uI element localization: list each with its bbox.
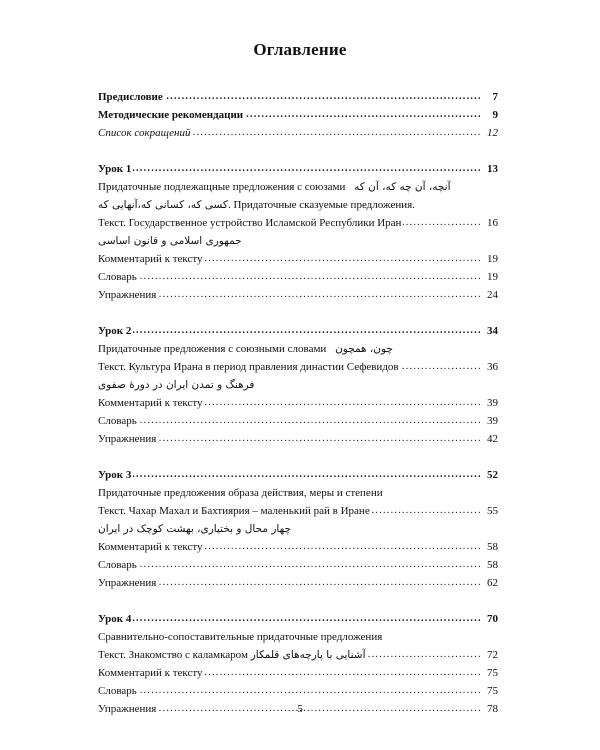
toc-entry-label: Упражнения	[98, 289, 157, 301]
lesson-text-page: 55	[485, 502, 498, 520]
toc-entry-page: 19	[485, 268, 498, 286]
lesson-text-label-ru: Текст. Знакомство с каламкаром	[98, 649, 248, 661]
lesson-topic-fa: آنچه، آن چه که، آن که	[354, 181, 451, 193]
toc-lesson-4-text[interactable]	[98, 646, 498, 664]
toc-entry-label: Упражнения	[98, 433, 157, 445]
lesson-topic-ru: Сравнительно-сопоставительные придаточные предложения	[98, 631, 383, 643]
lesson-text-fa: فرهنگ و تمدن ایران در دورهٔ صفوی	[98, 379, 255, 391]
toc-lesson-3[interactable]	[98, 466, 498, 484]
lesson-text-label: Текст. Культура Ирана в период правления династии Сефевидов	[98, 361, 399, 373]
toc-entry-label: Словарь	[98, 271, 137, 283]
lesson-text-label: Текст. Чахар Махал и Бахтиярия – маленький рай в Иране	[98, 505, 370, 517]
toc-lesson-1-exercises[interactable]	[98, 286, 498, 304]
lesson-text-page: 36	[485, 358, 498, 376]
lesson-topic	[98, 178, 498, 196]
toc-lesson-2[interactable]	[98, 322, 498, 340]
toc-entry-label: Методические рекомендации	[98, 109, 244, 121]
toc-lesson-4-vocabulary[interactable]	[98, 682, 498, 700]
toc-entry-page: 62	[485, 574, 498, 592]
lesson-page: 52	[485, 466, 498, 484]
toc-entry-page: 75	[485, 664, 498, 682]
toc-entry-label: Комментарий к тексту	[98, 397, 203, 409]
lesson-text-label-fa: آشنایی با پارچه‌های قلمکار	[250, 649, 366, 661]
lesson-page: 70	[485, 610, 498, 628]
toc-entry-label: Предисловие	[98, 91, 163, 103]
toc-entry-abbreviations[interactable]	[98, 124, 498, 142]
toc-lesson-1-commentary[interactable]	[98, 250, 498, 268]
toc-entry-page: 42	[485, 430, 498, 448]
table-of-contents	[98, 88, 498, 718]
lesson-text-fa: جمهوری اسلامی و قانون اساسی	[98, 235, 242, 247]
toc-lesson-2-commentary[interactable]	[98, 394, 498, 412]
toc-entry-label: Словарь	[98, 559, 137, 571]
lesson-title: Урок 2	[98, 325, 132, 337]
toc-lesson-2-text[interactable]	[98, 358, 498, 376]
lesson-text-fa: چهار محال و بختیاری، بهشت کوچک در ایران	[98, 523, 291, 535]
lesson-text-page: 16	[485, 214, 498, 232]
toc-entry-page: 12	[485, 124, 498, 142]
page-number: 5	[297, 703, 303, 715]
toc-lesson-4-commentary[interactable]	[98, 664, 498, 682]
toc-entry-page: 7	[491, 88, 499, 106]
toc-lesson-1-text[interactable]	[98, 214, 498, 232]
toc-entry-label: Комментарий к тексту	[98, 667, 203, 679]
toc-entry-label: Упражнения	[98, 703, 157, 715]
lesson-title: Урок 1	[98, 163, 132, 175]
lesson-text-fa-line	[98, 520, 498, 538]
lesson-text-label	[98, 649, 367, 661]
toc-lesson-2-vocabulary[interactable]	[98, 412, 498, 430]
toc-entry-preface[interactable]	[98, 88, 498, 106]
toc-entry-page: 24	[485, 286, 498, 304]
toc-lesson-2-exercises[interactable]	[98, 430, 498, 448]
toc-entry-page: 39	[485, 394, 498, 412]
toc-lesson-1-vocabulary[interactable]	[98, 268, 498, 286]
toc-entry-label: Список сокращений	[98, 127, 191, 139]
toc-entry-page: 58	[485, 556, 498, 574]
lesson-topic	[98, 628, 498, 646]
toc-lesson-3-exercises[interactable]	[98, 574, 498, 592]
lesson-topic	[98, 340, 498, 358]
lesson-text-fa-line	[98, 376, 498, 394]
lesson-page: 13	[485, 160, 498, 178]
toc-entry-page: 58	[485, 538, 498, 556]
toc-entry-page: 9	[491, 106, 499, 124]
lesson-topic-ru: Придаточные подлежащные предложения с союзами	[98, 181, 346, 193]
lesson-topic-continued	[98, 196, 498, 214]
toc-entry-label: Комментарий к тексту	[98, 541, 203, 553]
lesson-topic-ru: Придаточные предложения с союзными словами	[98, 343, 327, 355]
lesson-topic-ru: Придаточные предложения образа действия, меры и степени	[98, 487, 383, 499]
lesson-topic	[98, 484, 498, 502]
toc-entry-page: 19	[485, 250, 498, 268]
lesson-title: Урок 3	[98, 469, 132, 481]
lesson-title: Урок 4	[98, 613, 132, 625]
page-title: Оглавление	[253, 40, 347, 59]
lesson-topic-fa: چون، همچون	[335, 343, 393, 355]
lesson-text-label: Текст. Государственное устройство Исламской Республики Иран	[98, 217, 402, 229]
toc-entry-methodical-recommendations[interactable]	[98, 106, 498, 124]
lesson-topic-cont-ru: . Придаточные сказуемые предложения.	[227, 199, 415, 211]
toc-entry-page: 39	[485, 412, 498, 430]
toc-lesson-1[interactable]	[98, 160, 498, 178]
toc-entry-page: 75	[485, 682, 498, 700]
toc-entry-page: 78	[485, 700, 498, 718]
toc-lesson-3-vocabulary[interactable]	[98, 556, 498, 574]
lesson-text-page: 72	[485, 646, 498, 664]
toc-entry-label: Словарь	[98, 415, 137, 427]
lesson-topic-cont-fa: کسی که، کسانی که،آنهایی که	[98, 199, 228, 211]
lesson-text-fa-line	[98, 232, 498, 250]
toc-lesson-3-commentary[interactable]	[98, 538, 498, 556]
toc-entry-label: Словарь	[98, 685, 137, 697]
toc-lesson-3-text[interactable]	[98, 502, 498, 520]
toc-entry-label: Упражнения	[98, 577, 157, 589]
toc-lesson-4[interactable]	[98, 610, 498, 628]
lesson-page: 34	[485, 322, 498, 340]
toc-entry-label: Комментарий к тексту	[98, 253, 203, 265]
